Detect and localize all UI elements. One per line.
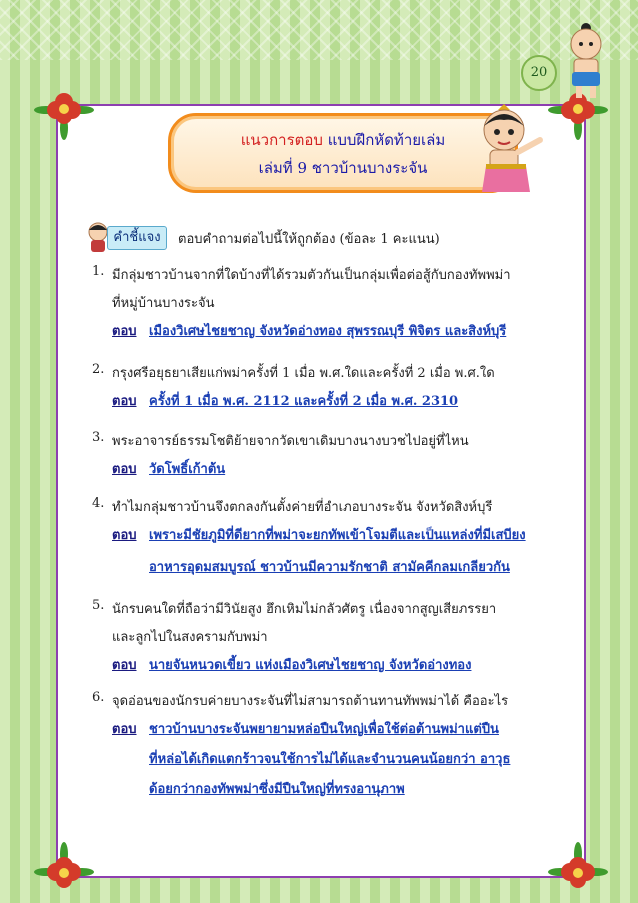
question-text-line: นักรบคนใดที่ถือว่ามีวินัยสูง ฮึกเหิมไม่กลัวศัตรู เนื่องจากสูญเสียภรรยา xyxy=(112,602,497,617)
question-number: 1. xyxy=(92,264,105,279)
answer-label: ตอบ xyxy=(112,394,137,409)
question-number: 6. xyxy=(92,690,105,705)
title-line-2: เล่มที่ 9 ชาวบ้านบางระจัน xyxy=(258,159,428,177)
question-text-line: ทำไมกลุ่มชาวบ้านจึงตกลงกันตั้งค่ายที่อำเภอบางระจัน จังหวัดสิงห์บุรี xyxy=(112,500,493,515)
answer-label: ตอบ xyxy=(112,658,137,673)
flower-decoration-icon xyxy=(548,842,608,902)
question-text-line: พระอาจารย์ธรรมโชติย้ายจากวัดเขาเดิมบางนางบวชไปอยู่ที่ไหน xyxy=(112,434,469,449)
title-highlight: แนวการตอบ xyxy=(240,131,323,149)
answer-text: ครั้งที่ 1 เมื่อ พ.ศ. 2112 และครั้งที่ 2 เมื่อ พ.ศ. 2310 xyxy=(149,394,459,409)
title-rest: แบบฝึกหัดท้ายเล่ม xyxy=(327,131,446,149)
answer-text: วัดโพธิ์เก้าต้น xyxy=(149,462,226,477)
question-number: 3. xyxy=(92,430,105,445)
answer-label: ตอบ xyxy=(112,722,137,737)
answer-text: เมืองวิเศษไชยชาญ จังหวัดอ่างทอง สุพรรณบุรี พิจิตร และสิงห์บุรี xyxy=(149,324,507,339)
girl-character-icon xyxy=(468,104,548,194)
question-text-line: ที่หมู่บ้านบางระจัน xyxy=(112,296,215,311)
question-text-line: และลูกไปในสงครามกับพม่า xyxy=(112,630,268,645)
answer-text: เพราะมีชัยภูมิที่ดียากที่พม่าจะยกทัพเข้าโจมตีและเป็นแหล่งที่มีเสบียง xyxy=(149,528,526,543)
question-number: 2. xyxy=(92,362,105,377)
question-number: 4. xyxy=(92,496,105,511)
answer-label: ตอบ xyxy=(112,462,137,477)
answer-text: ที่หล่อได้เกิดแตกร้าวจนใช้การไม่ได้และจำนวนคนน้อยกว่า อาวุธ xyxy=(149,752,511,767)
flower-decoration-icon xyxy=(34,842,94,902)
instruction-label-text: คำชี้แจง xyxy=(107,226,167,250)
question-text-line: กรุงศรีอยุธยาเสียแก่พม่าครั้งที่ 1 เมื่อ พ.ศ.ใดและครั้งที่ 2 เมื่อ พ.ศ.ใด xyxy=(112,366,495,381)
answer-label: ตอบ xyxy=(112,528,137,543)
top-lattice-pattern xyxy=(0,0,638,60)
instruction-label xyxy=(85,226,165,250)
question-text-line: จุดอ่อนของนักรบค่ายบางระจันที่ไม่สามารถต้านทานทัพพม่าได้ คืออะไร xyxy=(112,694,509,709)
page-number: 20 xyxy=(521,55,557,91)
answer-text: อาหารอุดมสมบูรณ์ ชาวบ้านมีความรักชาติ สามัคคีกลมเกลียวกัน xyxy=(149,560,510,575)
title-banner xyxy=(168,113,518,193)
question-text-line: มีกลุ่มชาวบ้านจากที่ใดบ้างที่ได้รวมตัวกันเป็นกลุ่มเพื่อต่อสู้กับกองทัพพม่า xyxy=(112,268,511,283)
instruction-text: ตอบคำถามต่อไปนี้ให้ถูกต้อง (ข้อละ 1 คะแนน) xyxy=(178,232,440,247)
flower-decoration-icon xyxy=(34,80,94,140)
title-line-1 xyxy=(171,128,515,152)
boy-character-icon xyxy=(556,20,616,100)
answer-text: นายจันหนวดเขี้ยว แห่งเมืองวิเศษไชยชาญ จังหวัดอ่างทอง xyxy=(149,658,472,673)
answer-label: ตอบ xyxy=(112,324,137,339)
question-number: 5. xyxy=(92,598,105,613)
answer-text: ด้อยกว่ากองทัพพม่าซึ่งมีปืนใหญ่ที่ทรงอานุภาพ xyxy=(149,782,405,797)
answer-text: ชาวบ้านบางระจันพยายามหล่อปืนใหญ่เพื่อใช้ต่อต้านพม่าแต่ปืน xyxy=(149,722,499,737)
